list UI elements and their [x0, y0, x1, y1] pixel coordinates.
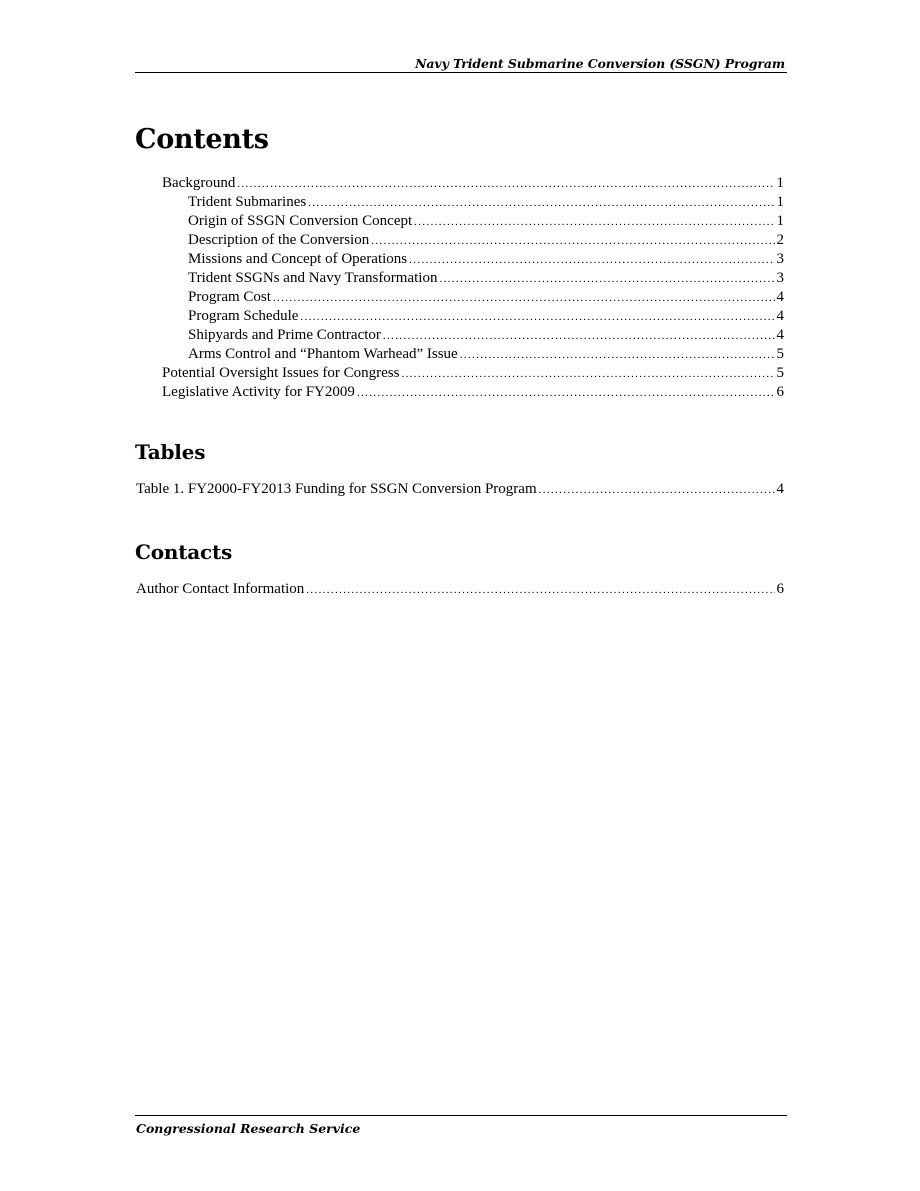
- toc-entry-page: 5: [776, 365, 784, 381]
- toc-entry-page: 4: [776, 289, 784, 305]
- toc-entry-page: 1: [776, 175, 784, 191]
- toc-entry-label: Potential Oversight Issues for Congress: [162, 365, 400, 381]
- toc-entry-page: 3: [776, 270, 784, 286]
- toc-entry-label: Program Schedule: [188, 308, 299, 324]
- toc-entry-label: Missions and Concept of Operations: [188, 251, 408, 267]
- toc-entry-page: 4: [776, 327, 784, 343]
- dot-leader: [308, 194, 774, 213]
- toc-entry-label: Origin of SSGN Conversion Concept: [188, 213, 413, 229]
- table-list-entry[interactable]: [136, 480, 784, 499]
- toc-entry-label: Trident SSGNs and Navy Transformation: [188, 270, 438, 286]
- contact-entry-page: 6: [776, 581, 784, 597]
- dot-leader: [414, 213, 774, 232]
- toc-entry-label: Trident Submarines: [188, 194, 307, 210]
- dot-leader: [439, 270, 774, 289]
- toc-entry-shipyards-and-prime-contractor[interactable]: [188, 326, 784, 345]
- contacts-heading: Contacts: [135, 540, 233, 564]
- toc-entry-trident-submarines[interactable]: [188, 193, 784, 212]
- toc-entry-page: 5: [776, 346, 784, 362]
- toc-entry-potential-oversight-issues[interactable]: [162, 364, 784, 383]
- table-entry-page: 4: [776, 481, 784, 497]
- toc-entry-label: Description of the Conversion: [188, 232, 370, 248]
- contact-entry-label: Author Contact Information: [136, 581, 305, 597]
- contents-heading: Contents: [135, 124, 269, 155]
- toc-entry-arms-control-phantom-warhead[interactable]: [188, 345, 784, 364]
- toc-entry-page: 3: [776, 251, 784, 267]
- toc-entry-page: 1: [776, 194, 784, 210]
- dot-leader: [539, 481, 775, 500]
- toc-entry-trident-ssgns-and-navy-transformation[interactable]: [188, 269, 784, 288]
- dot-leader: [409, 251, 774, 270]
- header-rule: [135, 72, 787, 73]
- dot-leader: [401, 365, 774, 384]
- dot-leader: [237, 175, 774, 194]
- contact-list-entry[interactable]: [136, 580, 784, 599]
- toc-entry-label: Program Cost: [188, 289, 271, 305]
- toc-entry-missions-and-concept-of-operations[interactable]: [188, 250, 784, 269]
- footer-rule: [135, 1115, 787, 1116]
- toc-entry-background[interactable]: [162, 174, 784, 193]
- dot-leader: [300, 308, 774, 327]
- toc-entry-program-schedule[interactable]: [188, 307, 784, 326]
- running-header: Navy Trident Submarine Conversion (SSGN) Program: [415, 56, 785, 71]
- dot-leader: [371, 232, 774, 251]
- toc-entry-page: 1: [776, 213, 784, 229]
- table-entry-label: Table 1. FY2000-FY2013 Funding for SSGN Conversion Program: [136, 481, 537, 497]
- toc-entry-label: Arms Control and “Phantom Warhead” Issue: [188, 346, 458, 362]
- dot-leader: [357, 384, 775, 403]
- dot-leader: [460, 346, 775, 365]
- toc-entry-label: Legislative Activity for FY2009: [162, 384, 355, 400]
- toc-entry-label: Shipyards and Prime Contractor: [188, 327, 381, 343]
- dot-leader: [383, 327, 775, 346]
- toc-entry-label: Background: [162, 175, 236, 191]
- toc-entry-page: 2: [776, 232, 784, 248]
- running-footer: Congressional Research Service: [136, 1121, 361, 1136]
- toc-entry-legislative-activity[interactable]: [162, 383, 784, 402]
- toc-entry-program-cost[interactable]: [188, 288, 784, 307]
- toc-entry-description-of-the-conversion[interactable]: [188, 231, 784, 250]
- dot-leader: [273, 289, 775, 308]
- toc-entry-page: 4: [776, 308, 784, 324]
- tables-heading: Tables: [135, 440, 206, 464]
- dot-leader: [306, 581, 774, 600]
- toc-entry-page: 6: [776, 384, 784, 400]
- toc-entry-origin-of-ssgn-conversion-concept[interactable]: [188, 212, 784, 231]
